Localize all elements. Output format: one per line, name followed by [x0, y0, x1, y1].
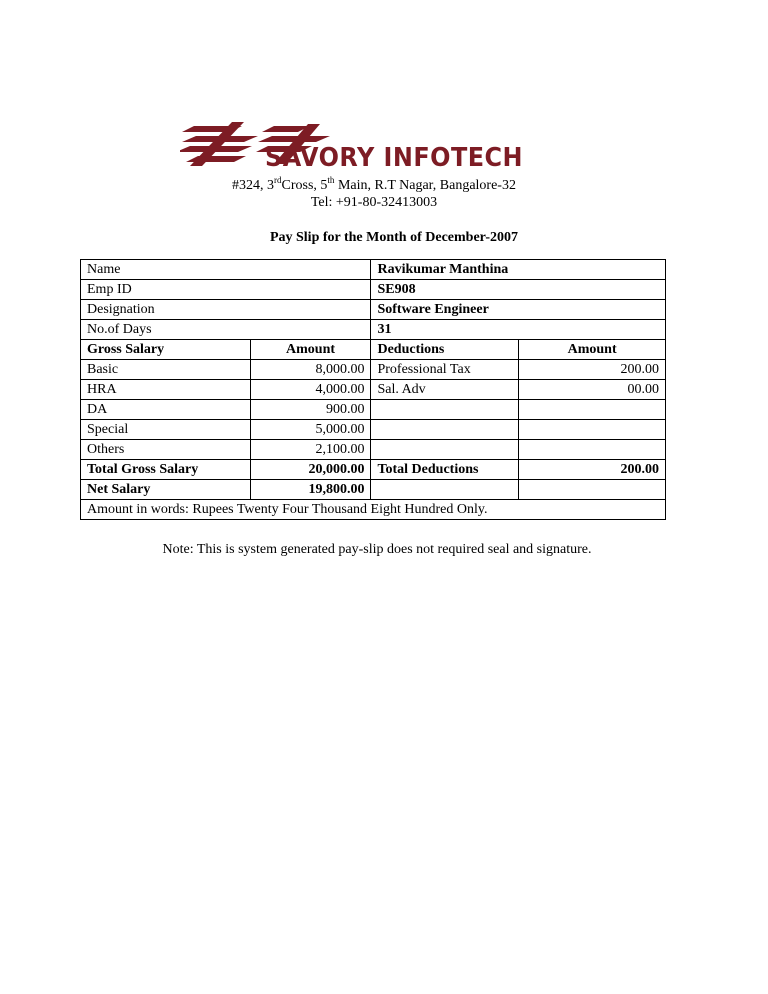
earning-label: Basic: [81, 360, 251, 380]
table-row: [81, 420, 666, 440]
earning-label: DA: [81, 400, 251, 420]
empty-cell: [519, 480, 666, 500]
earning-label: HRA: [81, 380, 251, 400]
deduction-amount: 00.00: [519, 380, 666, 400]
table-row: [81, 300, 666, 320]
emp-id-value: SE908: [371, 280, 666, 300]
designation-value: Software Engineer: [371, 300, 666, 320]
deduction-amount: [519, 400, 666, 420]
deduction-label: [371, 420, 519, 440]
deduction-label: Sal. Adv: [371, 380, 519, 400]
designation-label: Designation: [81, 300, 371, 320]
days-label: No.of Days: [81, 320, 371, 340]
deductions-header: Deductions: [371, 340, 519, 360]
earning-amount: 5,000.00: [250, 420, 371, 440]
name-label: Name: [81, 260, 371, 280]
name-value: Ravikumar Manthina: [371, 260, 666, 280]
net-salary-label: Net Salary: [81, 480, 251, 500]
deduction-amount: [519, 440, 666, 460]
company-address: #324, 3rdCross, 5th Main, R.T Nagar, Bangalore-32: [232, 175, 516, 193]
table-row: [81, 360, 666, 380]
total-gross-label: Total Gross Salary: [81, 460, 251, 480]
totals-row: [81, 460, 666, 480]
emp-id-label: Emp ID: [81, 280, 371, 300]
earning-amount: 900.00: [250, 400, 371, 420]
total-deductions-value: 200.00: [519, 460, 666, 480]
net-salary-value: 19,800.00: [250, 480, 371, 500]
empty-cell: [371, 480, 519, 500]
total-deductions-label: Total Deductions: [371, 460, 519, 480]
deduction-amount: 200.00: [519, 360, 666, 380]
days-value: 31: [371, 320, 666, 340]
earnings-amount-header: Amount: [250, 340, 371, 360]
table-row: [81, 320, 666, 340]
deduction-label: [371, 400, 519, 420]
table-row: [81, 440, 666, 460]
gross-salary-header: Gross Salary: [81, 340, 251, 360]
net-salary-row: [81, 480, 666, 500]
earning-amount: 8,000.00: [250, 360, 371, 380]
table-row: [81, 280, 666, 300]
amount-in-words-row: [81, 500, 666, 520]
payslip-title: Pay Slip for the Month of December-2007: [269, 230, 519, 245]
deduction-amount: [519, 420, 666, 440]
payslip-table: [80, 259, 666, 520]
earning-label: Special: [81, 420, 251, 440]
total-gross-value: 20,000.00: [250, 460, 371, 480]
deductions-amount-header: Amount: [519, 340, 666, 360]
earning-label: Others: [81, 440, 251, 460]
table-header-row: [81, 340, 666, 360]
company-name: SAVORY INFOTECH: [265, 143, 524, 173]
amount-in-words: Amount in words: Rupees Twenty Four Thousand Eight Hundred Only.: [81, 500, 666, 520]
table-row: [81, 380, 666, 400]
footer-note: Note: This is system generated pay-slip does not required seal and signature.: [162, 542, 592, 557]
earning-amount: 4,000.00: [250, 380, 371, 400]
table-row: [81, 260, 666, 280]
earning-amount: 2,100.00: [250, 440, 371, 460]
company-phone: Tel: +91-80-32413003: [310, 195, 438, 210]
deduction-label: Professional Tax: [371, 360, 519, 380]
deduction-label: [371, 440, 519, 460]
table-row: [81, 400, 666, 420]
